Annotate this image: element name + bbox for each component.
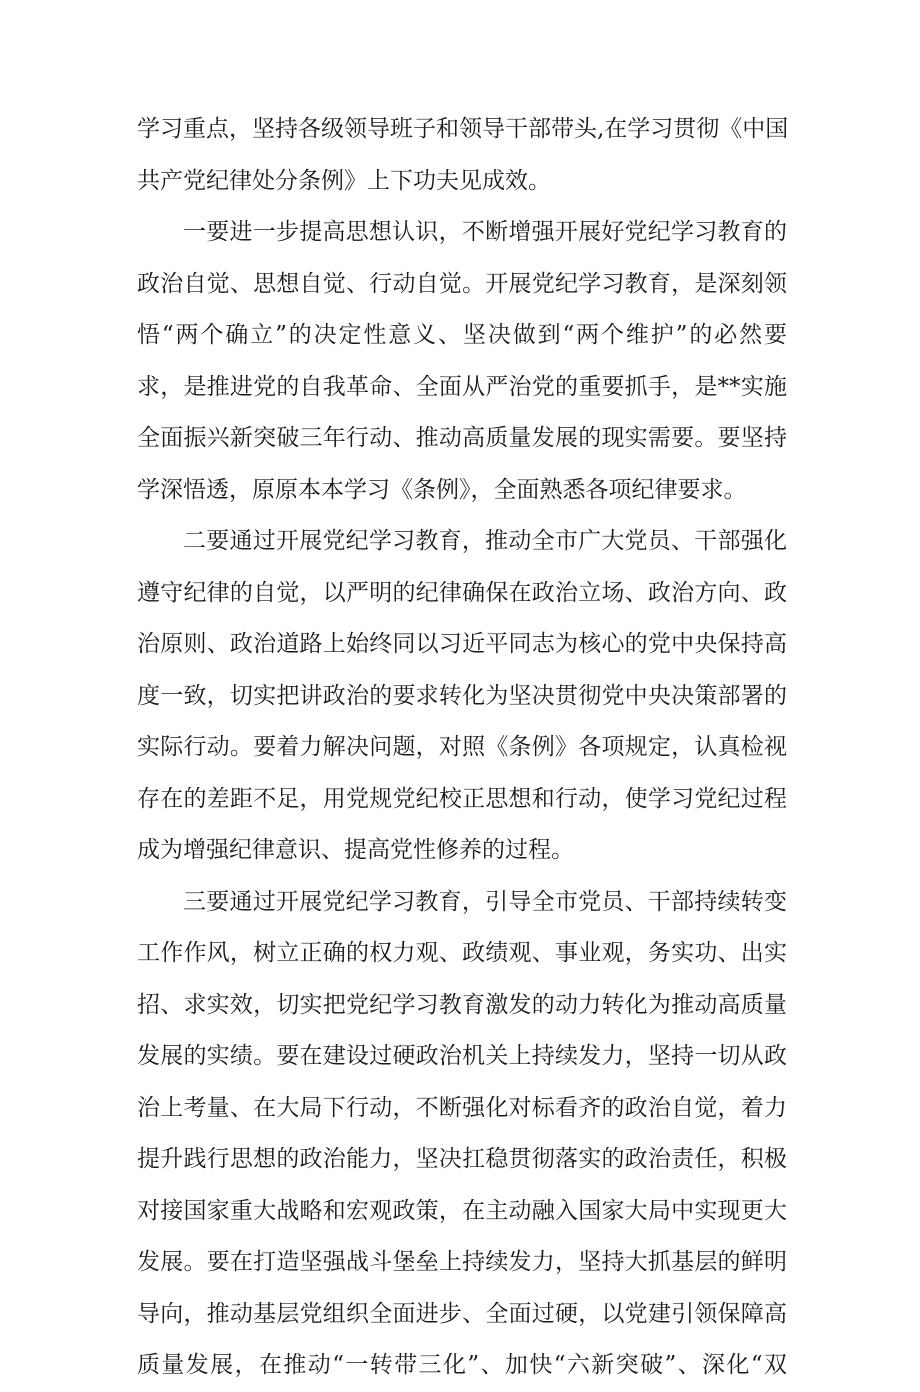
text-line: 求，是推进党的自我革命、全面从严治党的重要抓手，是**实施	[137, 373, 787, 400]
text-line: 发展。要在打造坚强战斗堡垒上持续发力，坚持大抓基层的鲜明	[137, 1249, 787, 1275]
text-line: 全面振兴新突破三年行动、推动高质量发展的现实需要。要坚持	[137, 425, 787, 451]
text-line: 工作作风，树立正确的权力观、政绩观、事业观，务实功、出实	[137, 940, 787, 966]
text-line: 质量发展，在推动“一转带三化”、加快“六新突破”、深化“双	[137, 1352, 787, 1378]
text-line: 提升践行思想的政治能力，坚决扛稳贯彻落实的政治责任，积极	[137, 1146, 787, 1172]
text-line: 共产党纪律处分条例》上下功夫见成效。	[137, 167, 551, 194]
text-line: 实际行动。要着力解决问题，对照《条例》各项规定，认真检视	[137, 734, 787, 760]
text-line: 成为增强纪律意识、提高党性修养的过程。	[137, 837, 574, 863]
text-line: 治上考量、在大局下行动，不断强化对标看齐的政治自觉，着力	[137, 1094, 787, 1121]
document-body	[137, 104, 787, 1392]
text-line: 导向，推动基层党组织全面进步、全面过硬，以党建引领保障高	[137, 1300, 787, 1327]
text-line: 度一致，切实把讲政治的要求转化为坚决贯彻党中央决策部署的	[137, 682, 787, 709]
text-line: 政治自觉、思想自觉、行动自觉。开展党纪学习教育，是深刻领	[137, 270, 787, 297]
text-line: 对接国家重大战略和宏观政策，在主动融入国家大局中实现更大	[137, 1197, 787, 1224]
text-line: 学深悟透，原原本本学习《条例》，全面熟悉各项纪律要求。	[137, 476, 747, 503]
text-line: 三要通过开展党纪学习教育，引导全市党员、干部持续转变	[183, 888, 787, 915]
text-line: 学习重点，坚持各级领导班子和领导干部带头,在学习贯彻《中国	[137, 116, 789, 142]
text-line: 治原则、政治道路上始终同以习近平同志为核心的党中央保持高	[137, 631, 787, 657]
text-line: 发展的实绩。要在建设过硬政治机关上持续发力，坚持一切从政	[137, 1043, 787, 1069]
text-line: 悟“两个确立”的决定性意义、坚决做到“两个维护”的必然要	[137, 322, 787, 348]
text-line: 二要通过开展党纪学习教育，推动全市广大党员、干部强化	[183, 528, 787, 554]
text-line: 存在的差距不足，用党规党纪校正思想和行动，使学习党纪过程	[137, 785, 787, 812]
text-line: 招、求实效，切实把党纪学习教育激发的动力转化为推动高质量	[137, 991, 787, 1018]
text-line: 一要进一步提高思想认识，不断增强开展好党纪学习教育的	[183, 219, 787, 245]
text-line: 遵守纪律的自觉，以严明的纪律确保在政治立场、政治方向、政	[137, 579, 787, 606]
